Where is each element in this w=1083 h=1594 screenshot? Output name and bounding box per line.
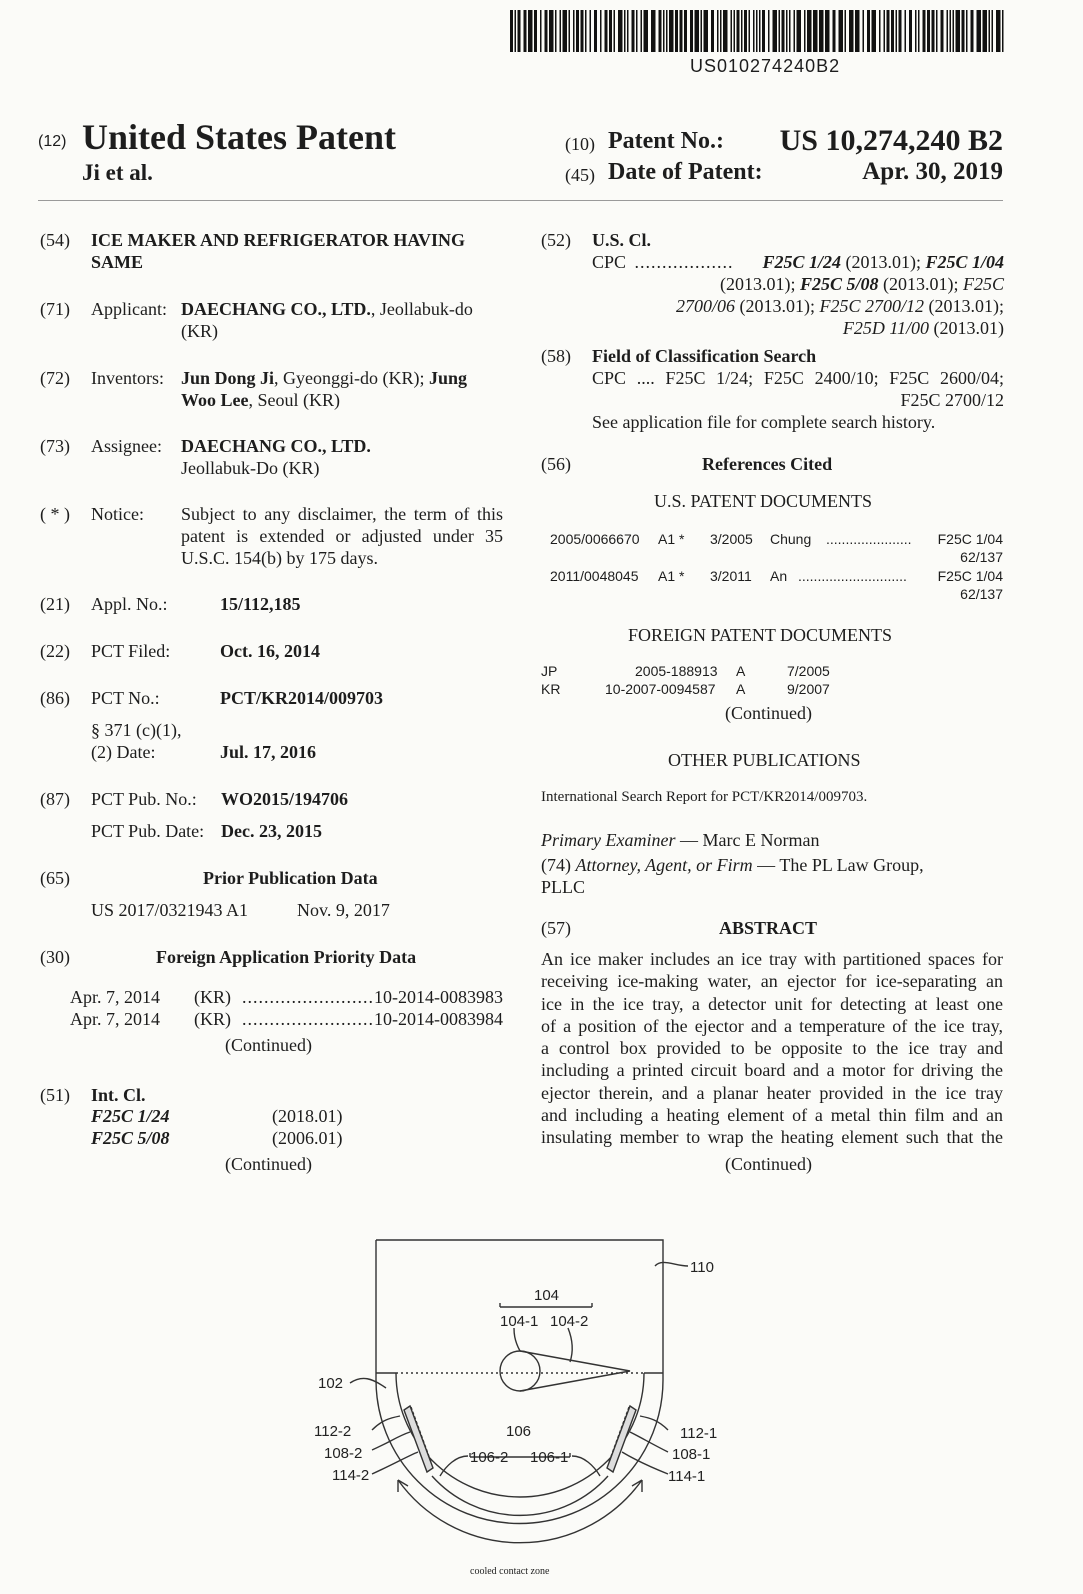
code-51: (51) bbox=[40, 1085, 70, 1105]
inventors-line1 bbox=[181, 367, 467, 389]
field-search-label: Field of Classification Search bbox=[592, 346, 817, 366]
barcode-bar bbox=[804, 10, 806, 52]
barcode-bar bbox=[966, 10, 968, 52]
barcode-bar bbox=[759, 10, 761, 52]
abstract-line: ejector therein, and a planar heater provided in the ice tray bbox=[541, 1082, 1003, 1103]
cpc-class: F25C 1/04 bbox=[925, 252, 1004, 272]
foreign-kind: A bbox=[736, 663, 746, 679]
prior-pub-number: US 2017/0321943 A1 bbox=[91, 900, 249, 920]
barcode-bar bbox=[849, 10, 854, 52]
inventor-1-location: , Gyeonggi-do (KR); bbox=[274, 368, 430, 388]
barcode-bar bbox=[618, 10, 623, 52]
ref-date: 3/2005 bbox=[710, 531, 753, 547]
label-104-2: 104-2 bbox=[550, 1313, 589, 1330]
foreign-country: KR bbox=[541, 681, 561, 697]
references-continued: (Continued) bbox=[725, 703, 812, 723]
barcode-bar bbox=[819, 10, 824, 52]
barcode-bar bbox=[956, 10, 961, 52]
foreign-kind: A bbox=[736, 681, 746, 697]
heater-left bbox=[404, 1406, 433, 1472]
barcode-bar bbox=[891, 10, 894, 52]
barcode-bar bbox=[741, 10, 743, 52]
int-cl-class-1: F25C 1/24 bbox=[91, 1106, 170, 1126]
barcode-bar bbox=[737, 10, 740, 52]
code-10: (10) bbox=[565, 134, 595, 154]
cpc-year: (2013.01); bbox=[719, 274, 800, 294]
barcode-bar bbox=[636, 10, 638, 52]
barcode-bar bbox=[569, 10, 571, 52]
appl-no-label: Appl. No.: bbox=[91, 594, 168, 614]
barcode-bar bbox=[690, 10, 693, 52]
barcode-bar bbox=[753, 10, 755, 52]
code-87: (87) bbox=[40, 789, 70, 809]
pct-pub-date-value: Dec. 23, 2015 bbox=[221, 821, 322, 841]
barcode-bar bbox=[644, 10, 649, 52]
applicant-label: Applicant: bbox=[91, 299, 167, 319]
label-106-2: 106-2 bbox=[470, 1449, 509, 1466]
barcode-bar bbox=[932, 10, 935, 52]
us-cl-label: U.S. Cl. bbox=[592, 230, 652, 250]
ejector-blade bbox=[520, 1351, 630, 1391]
applicant-location: , Jeollabuk-do bbox=[370, 299, 473, 319]
barcode-bar bbox=[669, 10, 674, 52]
code-65: (65) bbox=[40, 868, 70, 888]
pct-pub-date-label: PCT Pub. Date: bbox=[91, 821, 205, 841]
priority-country: (KR) bbox=[194, 987, 231, 1007]
cooled-zone-arrow bbox=[398, 1480, 642, 1543]
label-108-1: 108-1 bbox=[672, 1446, 711, 1463]
patent-type-title: United States Patent bbox=[82, 117, 396, 157]
pct-pub-no-label: PCT Pub. No.: bbox=[91, 789, 197, 809]
code-74: (74) bbox=[541, 855, 571, 875]
label-114-2: 114-2 bbox=[332, 1467, 370, 1484]
inventor-2-location: , Seoul (KR) bbox=[248, 390, 340, 410]
us-patent-docs-heading: U.S. PATENT DOCUMENTS bbox=[654, 491, 873, 511]
barcode-bar bbox=[704, 10, 709, 52]
barcode-bar bbox=[510, 10, 513, 52]
ref-subclass: 62/137 bbox=[960, 549, 1003, 565]
barcode-bar bbox=[855, 10, 860, 52]
barcode-bar bbox=[717, 10, 719, 52]
barcode-bar bbox=[555, 10, 557, 52]
cpc-year: (2013.01) bbox=[929, 318, 1004, 338]
barcode-bar bbox=[605, 10, 608, 52]
code-57: (57) bbox=[541, 918, 571, 938]
label-106-1: 106-1 bbox=[530, 1449, 569, 1466]
priority-country: (KR) bbox=[194, 1009, 231, 1029]
attorney-label: Attorney, Agent, or Firm bbox=[575, 855, 753, 875]
assignee-location: Jeollabuk-Do (KR) bbox=[181, 458, 320, 478]
invention-title-line1: ICE MAKER AND REFRIGERATOR HAVING bbox=[91, 230, 466, 250]
label-106: 106 bbox=[506, 1423, 532, 1440]
barcode-bar bbox=[651, 10, 656, 52]
other-publication: International Search Report for PCT/KR2014/009703. bbox=[541, 789, 868, 805]
abstract-line: receiving ice-making water, an ejector for ice-separating an bbox=[541, 971, 1003, 992]
pct-pub-no-value: WO2015/194706 bbox=[221, 789, 349, 809]
pct-no-label: PCT No.: bbox=[91, 688, 160, 708]
barcode-bar bbox=[695, 10, 700, 52]
code-30: (30) bbox=[40, 947, 70, 967]
code-73: (73) bbox=[40, 436, 70, 456]
barcode-bar bbox=[863, 10, 865, 52]
barcode-bar bbox=[983, 10, 988, 52]
priority-number: 10-2014-0083984 bbox=[374, 1009, 503, 1029]
cpc-class: F25C 2700/12 bbox=[819, 296, 924, 316]
abstract-continued: (Continued) bbox=[725, 1154, 812, 1174]
foreign-patent-docs-heading: FOREIGN PATENT DOCUMENTS bbox=[628, 625, 893, 645]
barcode-bar bbox=[627, 10, 629, 52]
int-cl-continued: (Continued) bbox=[225, 1154, 312, 1174]
barcode-bar bbox=[918, 10, 920, 52]
us-cl-cpc: CPC bbox=[592, 252, 627, 272]
cpc-year: (2013.01); bbox=[734, 296, 820, 316]
label-114-1: 114-1 bbox=[668, 1468, 706, 1485]
barcode-bar bbox=[680, 10, 683, 52]
header-divider bbox=[38, 200, 1003, 201]
barcode-bar bbox=[720, 10, 722, 52]
label-108-2: 108-2 bbox=[324, 1445, 363, 1462]
ref-dots: ...................... bbox=[826, 531, 912, 547]
date-of-patent-label: Date of Patent: bbox=[608, 159, 763, 185]
barcode-bar bbox=[884, 10, 886, 52]
appl-no-value: 15/112,185 bbox=[220, 594, 301, 614]
int-cl-class-2: F25C 5/08 bbox=[91, 1128, 170, 1148]
code-21: (21) bbox=[40, 594, 70, 614]
pct-filed-label: PCT Filed: bbox=[91, 641, 171, 661]
priority-row-2 bbox=[70, 1008, 503, 1030]
barcode-bar bbox=[839, 10, 844, 52]
barcode-bar bbox=[614, 10, 616, 52]
code-45: (45) bbox=[565, 165, 595, 185]
barcode-bar bbox=[996, 10, 1001, 52]
barcode-bar bbox=[756, 10, 758, 52]
barcode-bar bbox=[762, 10, 765, 52]
field-search-line2: F25C 2700/12 bbox=[900, 390, 1004, 410]
cpc-year: (2013.01); bbox=[878, 274, 963, 294]
barcode-bar bbox=[590, 10, 592, 52]
examiner-label: Primary Examiner bbox=[541, 830, 676, 850]
foreign-number: 10-2007-0094587 bbox=[605, 681, 716, 697]
barcode-bar bbox=[701, 10, 703, 52]
priority-number: 10-2014-0083983 bbox=[374, 987, 503, 1007]
int-cl-label: Int. Cl. bbox=[91, 1085, 146, 1105]
label-102: 102 bbox=[318, 1375, 344, 1392]
applicant-name: DAECHANG CO., LTD. bbox=[181, 299, 371, 319]
code-22: (22) bbox=[40, 641, 70, 661]
barcode-bar bbox=[518, 10, 521, 52]
barcode-bar bbox=[794, 10, 796, 52]
cpc-class: 2700/06 bbox=[675, 296, 735, 316]
barcode-bar bbox=[675, 10, 678, 52]
prior-pub-date: Nov. 9, 2017 bbox=[297, 900, 390, 920]
barcode-bar bbox=[585, 10, 587, 52]
barcode-bar bbox=[684, 10, 687, 52]
barcode-bar bbox=[971, 10, 974, 52]
attorney-name: — The PL Law Group, bbox=[752, 855, 924, 875]
barcode-bar bbox=[813, 10, 818, 52]
barcode-bar bbox=[744, 10, 747, 52]
barcode-bar bbox=[867, 10, 870, 52]
section-371-date: Jul. 17, 2016 bbox=[220, 742, 317, 762]
barcode-bar bbox=[923, 10, 926, 52]
patent-no-label: Patent No.: bbox=[608, 128, 724, 154]
other-publications-heading: OTHER PUBLICATIONS bbox=[668, 750, 861, 770]
authors: Ji et al. bbox=[82, 160, 153, 185]
barcode-bar bbox=[992, 10, 994, 52]
notice-line3: U.S.C. 154(b) by 175 days. bbox=[181, 548, 378, 568]
foreign-country: JP bbox=[541, 663, 558, 679]
cpc-class: F25C 5/08 bbox=[799, 274, 879, 294]
int-cl-year-1: (2018.01) bbox=[272, 1106, 343, 1126]
abstract-line: insulating member to wrap the heating element such that the bbox=[541, 1127, 1003, 1148]
barcode-bar bbox=[887, 10, 890, 52]
abstract-line: of a position of the ejector and a temperature of the ice tray, bbox=[541, 1015, 1003, 1036]
inventor-2-first: Jung bbox=[429, 368, 468, 388]
barcode-bar bbox=[879, 10, 881, 52]
barcode-number: US010274240B2 bbox=[690, 56, 841, 76]
cpc-year: (2013.01); bbox=[840, 252, 926, 272]
abstract-body bbox=[541, 948, 1003, 1149]
label-110: 110 bbox=[690, 1259, 714, 1276]
barcode-bar bbox=[534, 10, 537, 52]
invention-title-line2: SAME bbox=[91, 252, 144, 272]
foreign-ref-row-1 bbox=[541, 662, 841, 680]
barcode-bar bbox=[663, 10, 665, 52]
field-search-line3: See application file for complete search history. bbox=[592, 412, 936, 432]
barcode-bar bbox=[947, 10, 949, 52]
assignee-name: DAECHANG CO., LTD. bbox=[181, 436, 371, 456]
barcode-bar bbox=[1002, 10, 1004, 52]
priority-continued: (Continued) bbox=[225, 1035, 312, 1055]
code-86: (86) bbox=[40, 688, 70, 708]
int-cl-year-2: (2006.01) bbox=[272, 1128, 343, 1148]
barcode-bar bbox=[789, 10, 791, 52]
barcode-bar bbox=[825, 10, 830, 52]
patent-number: US 10,274,240 B2 bbox=[779, 124, 1003, 157]
barcode-bar bbox=[872, 10, 877, 52]
foreign-priority-heading: Foreign Application Priority Data bbox=[156, 947, 417, 967]
priority-row-1 bbox=[70, 986, 503, 1008]
code-71: (71) bbox=[40, 299, 70, 319]
barcode-bar bbox=[540, 10, 542, 52]
ref-name: Chung bbox=[770, 531, 812, 547]
date-of-patent: Apr. 30, 2019 bbox=[862, 158, 1003, 185]
ref-class: F25C 1/04 bbox=[937, 568, 1003, 584]
barcode-bar bbox=[734, 10, 736, 52]
barcode bbox=[510, 10, 1004, 52]
ref-date: 3/2011 bbox=[710, 568, 752, 584]
barcode-bar bbox=[773, 10, 778, 52]
notice-line2: patent is extended or adjusted under 35 bbox=[181, 526, 503, 546]
barcode-bar bbox=[581, 10, 584, 52]
inventor-2-last: Woo Lee bbox=[181, 390, 249, 410]
ref-dots: ............................ bbox=[798, 568, 907, 584]
barcode-bar bbox=[576, 10, 579, 52]
ref-subclass: 62/137 bbox=[960, 586, 1003, 602]
us-cl-line1 bbox=[592, 251, 1004, 273]
priority-date: Apr. 7, 2014 bbox=[70, 1009, 160, 1029]
us-cl-dots: .................. bbox=[634, 252, 734, 272]
barcode-bar bbox=[989, 10, 991, 52]
us-cl-line2 bbox=[592, 273, 1004, 295]
pct-no-value: PCT/KR2014/009703 bbox=[220, 688, 384, 708]
examiner-line bbox=[541, 829, 819, 851]
barcode-bar bbox=[731, 10, 733, 52]
barcode-bar bbox=[515, 10, 517, 52]
priority-dots: ........................ bbox=[242, 987, 374, 1007]
barcode-bar bbox=[711, 10, 714, 52]
barcode-bar bbox=[797, 10, 802, 52]
barcode-bar bbox=[936, 10, 938, 52]
inventors-label: Inventors: bbox=[91, 368, 164, 388]
barcode-bar bbox=[560, 10, 562, 52]
barcode-bar bbox=[896, 10, 898, 52]
code-52: (52) bbox=[541, 230, 571, 250]
barcode-bar bbox=[977, 10, 982, 52]
foreign-date: 9/2007 bbox=[787, 681, 830, 697]
code-72: (72) bbox=[40, 368, 70, 388]
barcode-bar bbox=[659, 10, 662, 52]
barcode-bar bbox=[768, 10, 770, 52]
applicant-line2: (KR) bbox=[181, 321, 218, 341]
barcode-bar bbox=[950, 10, 952, 52]
code-56: (56) bbox=[541, 454, 571, 474]
barcode-bar bbox=[962, 10, 965, 52]
barcode-bar bbox=[563, 10, 568, 52]
label-104: 104 bbox=[534, 1287, 560, 1304]
inventors-line2 bbox=[181, 389, 340, 411]
abstract-line: and including a heating element of a metal thin film and an bbox=[541, 1105, 1003, 1126]
barcode-bar bbox=[600, 10, 602, 52]
abstract-heading: ABSTRACT bbox=[719, 918, 818, 938]
label-112-1: 112-1 bbox=[680, 1425, 718, 1442]
examiner-name: — Marc E Norman bbox=[675, 830, 820, 850]
assignee-label: Assignee: bbox=[91, 436, 162, 456]
barcode-bar bbox=[779, 10, 781, 52]
ref-name: An bbox=[770, 568, 788, 584]
prior-pub-heading: Prior Publication Data bbox=[203, 868, 378, 888]
barcode-bar bbox=[909, 10, 912, 52]
priority-dots: ........................ bbox=[242, 1009, 374, 1029]
applicant-line1 bbox=[181, 298, 473, 320]
code-54: (54) bbox=[40, 230, 70, 250]
section-371-date-label: (2) Date: bbox=[91, 742, 156, 762]
patent-figure bbox=[300, 1230, 760, 1580]
field-search-line1: CPC .... F25C 1/24; F25C 2400/10; F25C 2600/04; bbox=[592, 368, 1004, 388]
barcode-bar bbox=[666, 10, 668, 52]
barcode-bar bbox=[594, 10, 597, 52]
ref-number: 2005/0066670 bbox=[550, 531, 640, 547]
barcode-bar bbox=[641, 10, 643, 52]
barcode-bar bbox=[953, 10, 955, 52]
barcode-bar bbox=[632, 10, 635, 52]
barcode-bar bbox=[833, 10, 836, 52]
barcode-bar bbox=[786, 10, 788, 52]
code-58: (58) bbox=[541, 346, 571, 366]
barcode-bar bbox=[845, 10, 847, 52]
barcode-bar bbox=[723, 10, 728, 52]
references-cited-heading: References Cited bbox=[702, 454, 833, 474]
barcode-bar bbox=[941, 10, 944, 52]
foreign-number: 2005-188913 bbox=[635, 663, 718, 679]
barcode-bar bbox=[524, 10, 527, 52]
notice-line1: Subject to any disclaimer, the term of this bbox=[181, 504, 503, 524]
inventor-1: Jun Dong Ji bbox=[181, 368, 275, 388]
abstract-line: An ice maker includes an ice tray with partitioned spaces for bbox=[541, 949, 1003, 969]
barcode-bar bbox=[573, 10, 575, 52]
ejector-shaft bbox=[500, 1351, 540, 1391]
barcode-bar bbox=[549, 10, 554, 52]
us-cl-line4 bbox=[592, 317, 1004, 339]
abstract-line: including a printed circuit board and a motor for driving the bbox=[541, 1060, 1003, 1081]
cpc-class: F25C bbox=[962, 274, 1004, 294]
ref-kind: A1 * bbox=[658, 531, 685, 547]
barcode-bar bbox=[624, 10, 626, 52]
barcode-bar bbox=[807, 10, 812, 52]
code-notice: ( * ) bbox=[40, 504, 70, 524]
cpc-year: (2013.01); bbox=[924, 296, 1004, 316]
us-ref-row-1 bbox=[550, 530, 1003, 566]
cpc-class: F25D 11/00 bbox=[842, 318, 929, 338]
label-112-2: 112-2 bbox=[314, 1423, 352, 1440]
priority-date: Apr. 7, 2014 bbox=[70, 987, 160, 1007]
barcode-bar bbox=[749, 10, 751, 52]
us-ref-row-2 bbox=[550, 567, 1003, 603]
section-371: § 371 (c)(1), bbox=[91, 720, 182, 740]
label-104-1: 104-1 bbox=[500, 1313, 539, 1330]
us-cl-line3 bbox=[592, 295, 1004, 317]
attorney-line2: PLLC bbox=[541, 877, 586, 897]
barcode-bar bbox=[927, 10, 930, 52]
barcode-bar bbox=[609, 10, 612, 52]
pct-filed-value: Oct. 16, 2014 bbox=[220, 641, 320, 661]
notice-label: Notice: bbox=[91, 504, 144, 524]
barcode-bar bbox=[528, 10, 533, 52]
barcode-bar bbox=[915, 10, 917, 52]
barcode-bar bbox=[899, 10, 902, 52]
barcode-bar bbox=[905, 10, 907, 52]
barcode-bars bbox=[510, 10, 1004, 52]
ref-class: F25C 1/04 bbox=[937, 531, 1003, 547]
barcode-bar bbox=[782, 10, 785, 52]
code-12: (12) bbox=[38, 133, 67, 150]
abstract-line: a control box provided to be opposite to the ice tray and bbox=[541, 1038, 1003, 1059]
foreign-date: 7/2005 bbox=[787, 663, 830, 679]
foreign-ref-row-2 bbox=[541, 680, 841, 698]
abstract-line: ice in the ice tray, a detector unit for detecting at least one bbox=[541, 993, 1003, 1014]
figure-caption: cooled contact zone bbox=[470, 1566, 550, 1577]
ref-number: 2011/0048045 bbox=[550, 568, 639, 584]
barcode-bar bbox=[545, 10, 548, 52]
attorney-line bbox=[541, 854, 924, 876]
ref-kind: A1 * bbox=[658, 568, 685, 584]
cpc-class: F25C 1/24 bbox=[762, 252, 841, 272]
heater-right bbox=[607, 1406, 636, 1472]
